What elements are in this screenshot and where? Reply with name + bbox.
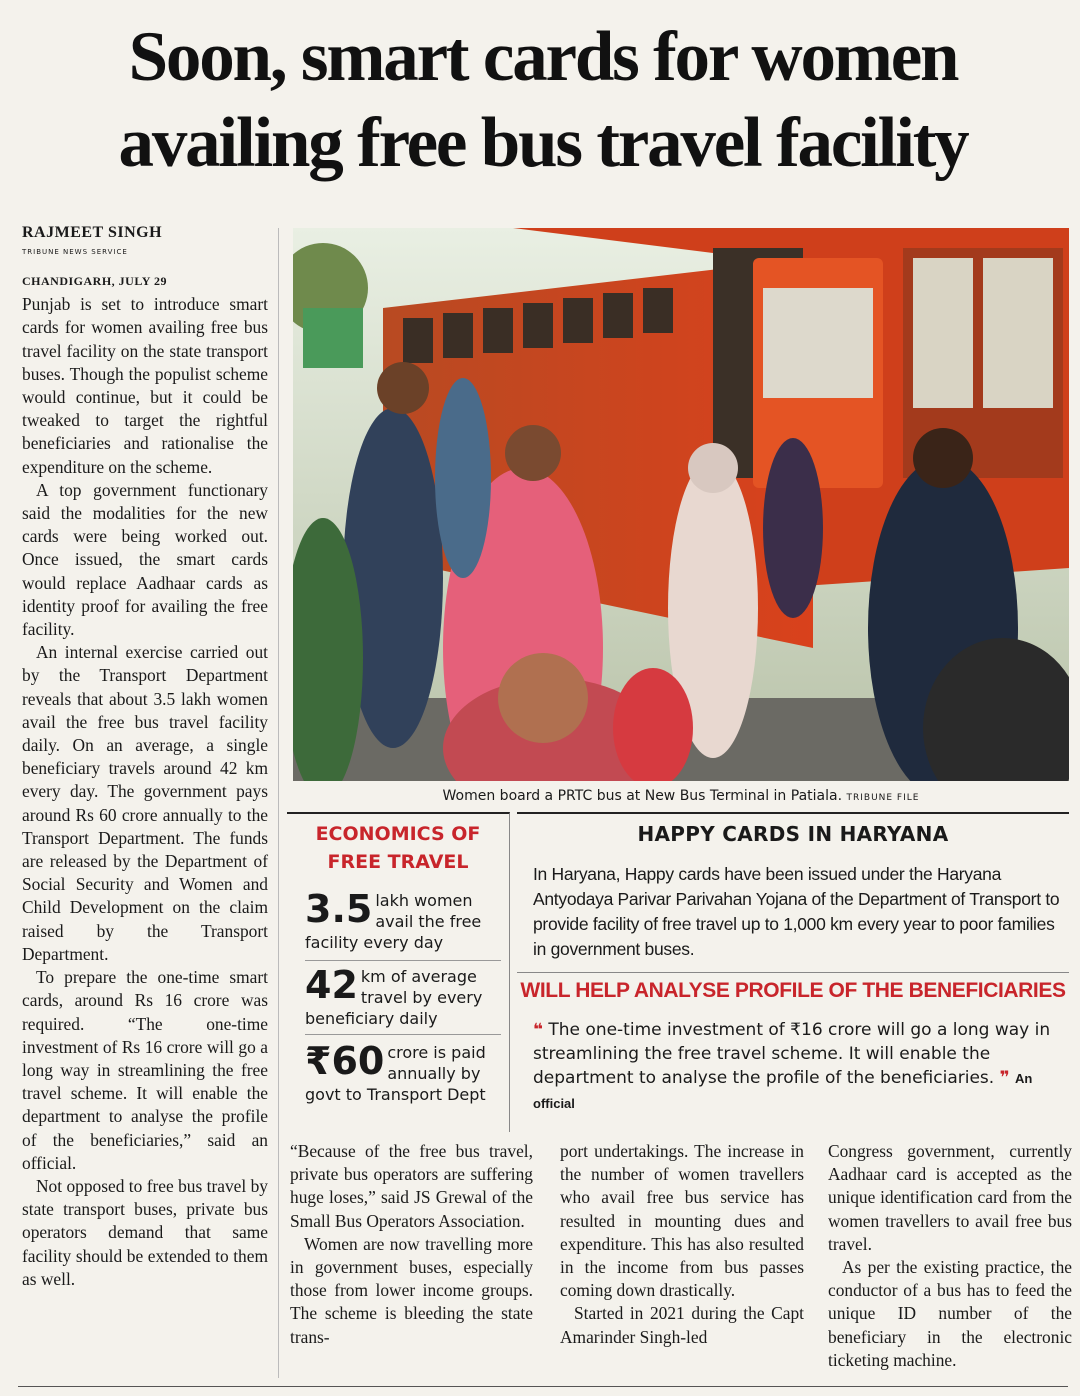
byline-author: RAJMEET SINGH [22, 224, 163, 241]
bottom-rule [18, 1386, 1068, 1387]
dateline: CHANDIGARH, JULY 29 [22, 274, 167, 288]
paragraph: Not opposed to free bus travel by state transport buses, private bus operators demand that same facility should be extended to them as well. [22, 1175, 268, 1289]
article-column-4 [828, 1140, 1072, 1372]
analyse-title: WILL HELP ANALYSE PROFILE OF THE BENEFICIARIES [517, 972, 1069, 1003]
paragraph: As per the existing practice, the conductor of a bus has to feed the unique ID number of the beneficiary in the electronic ticketing machine. [828, 1257, 1072, 1370]
stat-value: 3.5 [305, 887, 373, 931]
haryana-title: HAPPY CARDS IN HARYANA [637, 822, 949, 846]
article-column-3 [560, 1140, 804, 1349]
divider [305, 960, 501, 961]
article-column-2 [290, 1140, 533, 1349]
stat-cost [305, 1039, 505, 1105]
paragraph: A top government functionary said the modalities for the new cards were being worked out. Once issued, the smart cards would replace Aadhaar cards as identity proof for availing the free facility. [22, 479, 268, 640]
open-quote-icon: ❝ [533, 1020, 543, 1040]
close-quote-icon: ❞ [999, 1068, 1010, 1088]
paragraph: Started in 2021 during the Capt Amarinder Singh-led [560, 1303, 804, 1347]
byline-service: TRIBUNE NEWS SERVICE [22, 248, 128, 256]
official-quote [533, 1018, 1063, 1116]
paragraph: port undertakings. The increase in the number of women travellers who avail free bus service has resulted in mounting dues and expenditure. This has also resulted in the income from bus passes coming down drastically. [560, 1141, 804, 1301]
economics-box [287, 812, 510, 1132]
caption-text: Women board a PRTC bus at New Bus Terminal in Patiala. [442, 788, 843, 804]
paragraph: “Because of the free bus travel, private bus operators are suffering huge loses,” said JS Grewal of the Small Bus Operators Association. [290, 1141, 533, 1231]
headline-line-1: Soon, smart cards for women [128, 18, 958, 96]
stat-text: km of average travel by every beneficiary daily [305, 967, 483, 1028]
stat-value: 42 [305, 963, 358, 1007]
paragraph: Women are now travelling more in government buses, especially those from lower income groups. The scheme is bleeding the state trans- [290, 1233, 533, 1347]
paragraph: To prepare the one-time smart cards, around Rs 16 crore was required. “The one-time investment of Rs 16 crore will go a long way in streamlining the free travel scheme. It will enable the department to analyse the profile of the beneficiaries,” said an official. [22, 967, 268, 1173]
economics-title: ECONOMICS OF FREE TRAVEL [315, 823, 481, 873]
stat-text: lakh women avail the free facility every day [305, 891, 482, 952]
divider [305, 1034, 501, 1035]
photo-caption [293, 788, 1069, 804]
paragraph: An internal exercise carried out by the Transport Department reveals that about 3.5 lakh women avail the free bus travel facility daily. On an average, a single beneficiary travels around 42 km every day. The government pays around Rs 60 crore annually to the Transport Department. The funds are released by the Department of Social Security and Women and Child Development on the claim raised by the Transport Department. [22, 642, 268, 964]
paragraph: Congress government, currently Aadhaar card is accepted as the unique identification card from the women travellers to avail free bus travel. [828, 1141, 1072, 1254]
stat-women [305, 887, 505, 953]
headline-line-2: availing free bus travel facility [118, 104, 968, 182]
article-column-1 [22, 270, 268, 1291]
bus-crowd-illustration [293, 228, 1069, 781]
photo-credit: TRIBUNE FILE [846, 793, 920, 803]
quote-text: The one-time investment of ₹16 crore will go a long way in streamlining the free travel scheme. It will enable the department to analyse the profile of the beneficiaries. [533, 1020, 1051, 1088]
news-photo [293, 228, 1069, 781]
quote-attribution: An official [533, 1071, 1033, 1111]
stat-value: ₹60 [305, 1039, 385, 1083]
stat-distance [305, 963, 505, 1029]
haryana-text: In Haryana, Happy cards have been issued under the Haryana Antyodaya Parivar Parivahan Yojana of the Department of Transport to provide facility of free travel up to 1,000 km every year to poor families in government buses. [533, 864, 1060, 959]
column-divider [278, 228, 279, 1378]
paragraph: Punjab is set to introduce smart cards for women availing free bus travel facility on the state transport buses. Though the populist scheme would continue, but it could be tweaked to target the rightful beneficiaries and rationalise the expenditure on the scheme. [22, 294, 268, 477]
headline [18, 14, 1068, 186]
stat-text: crore is paid annually by govt to Transport Dept [305, 1043, 486, 1104]
haryana-box [517, 812, 1069, 1132]
